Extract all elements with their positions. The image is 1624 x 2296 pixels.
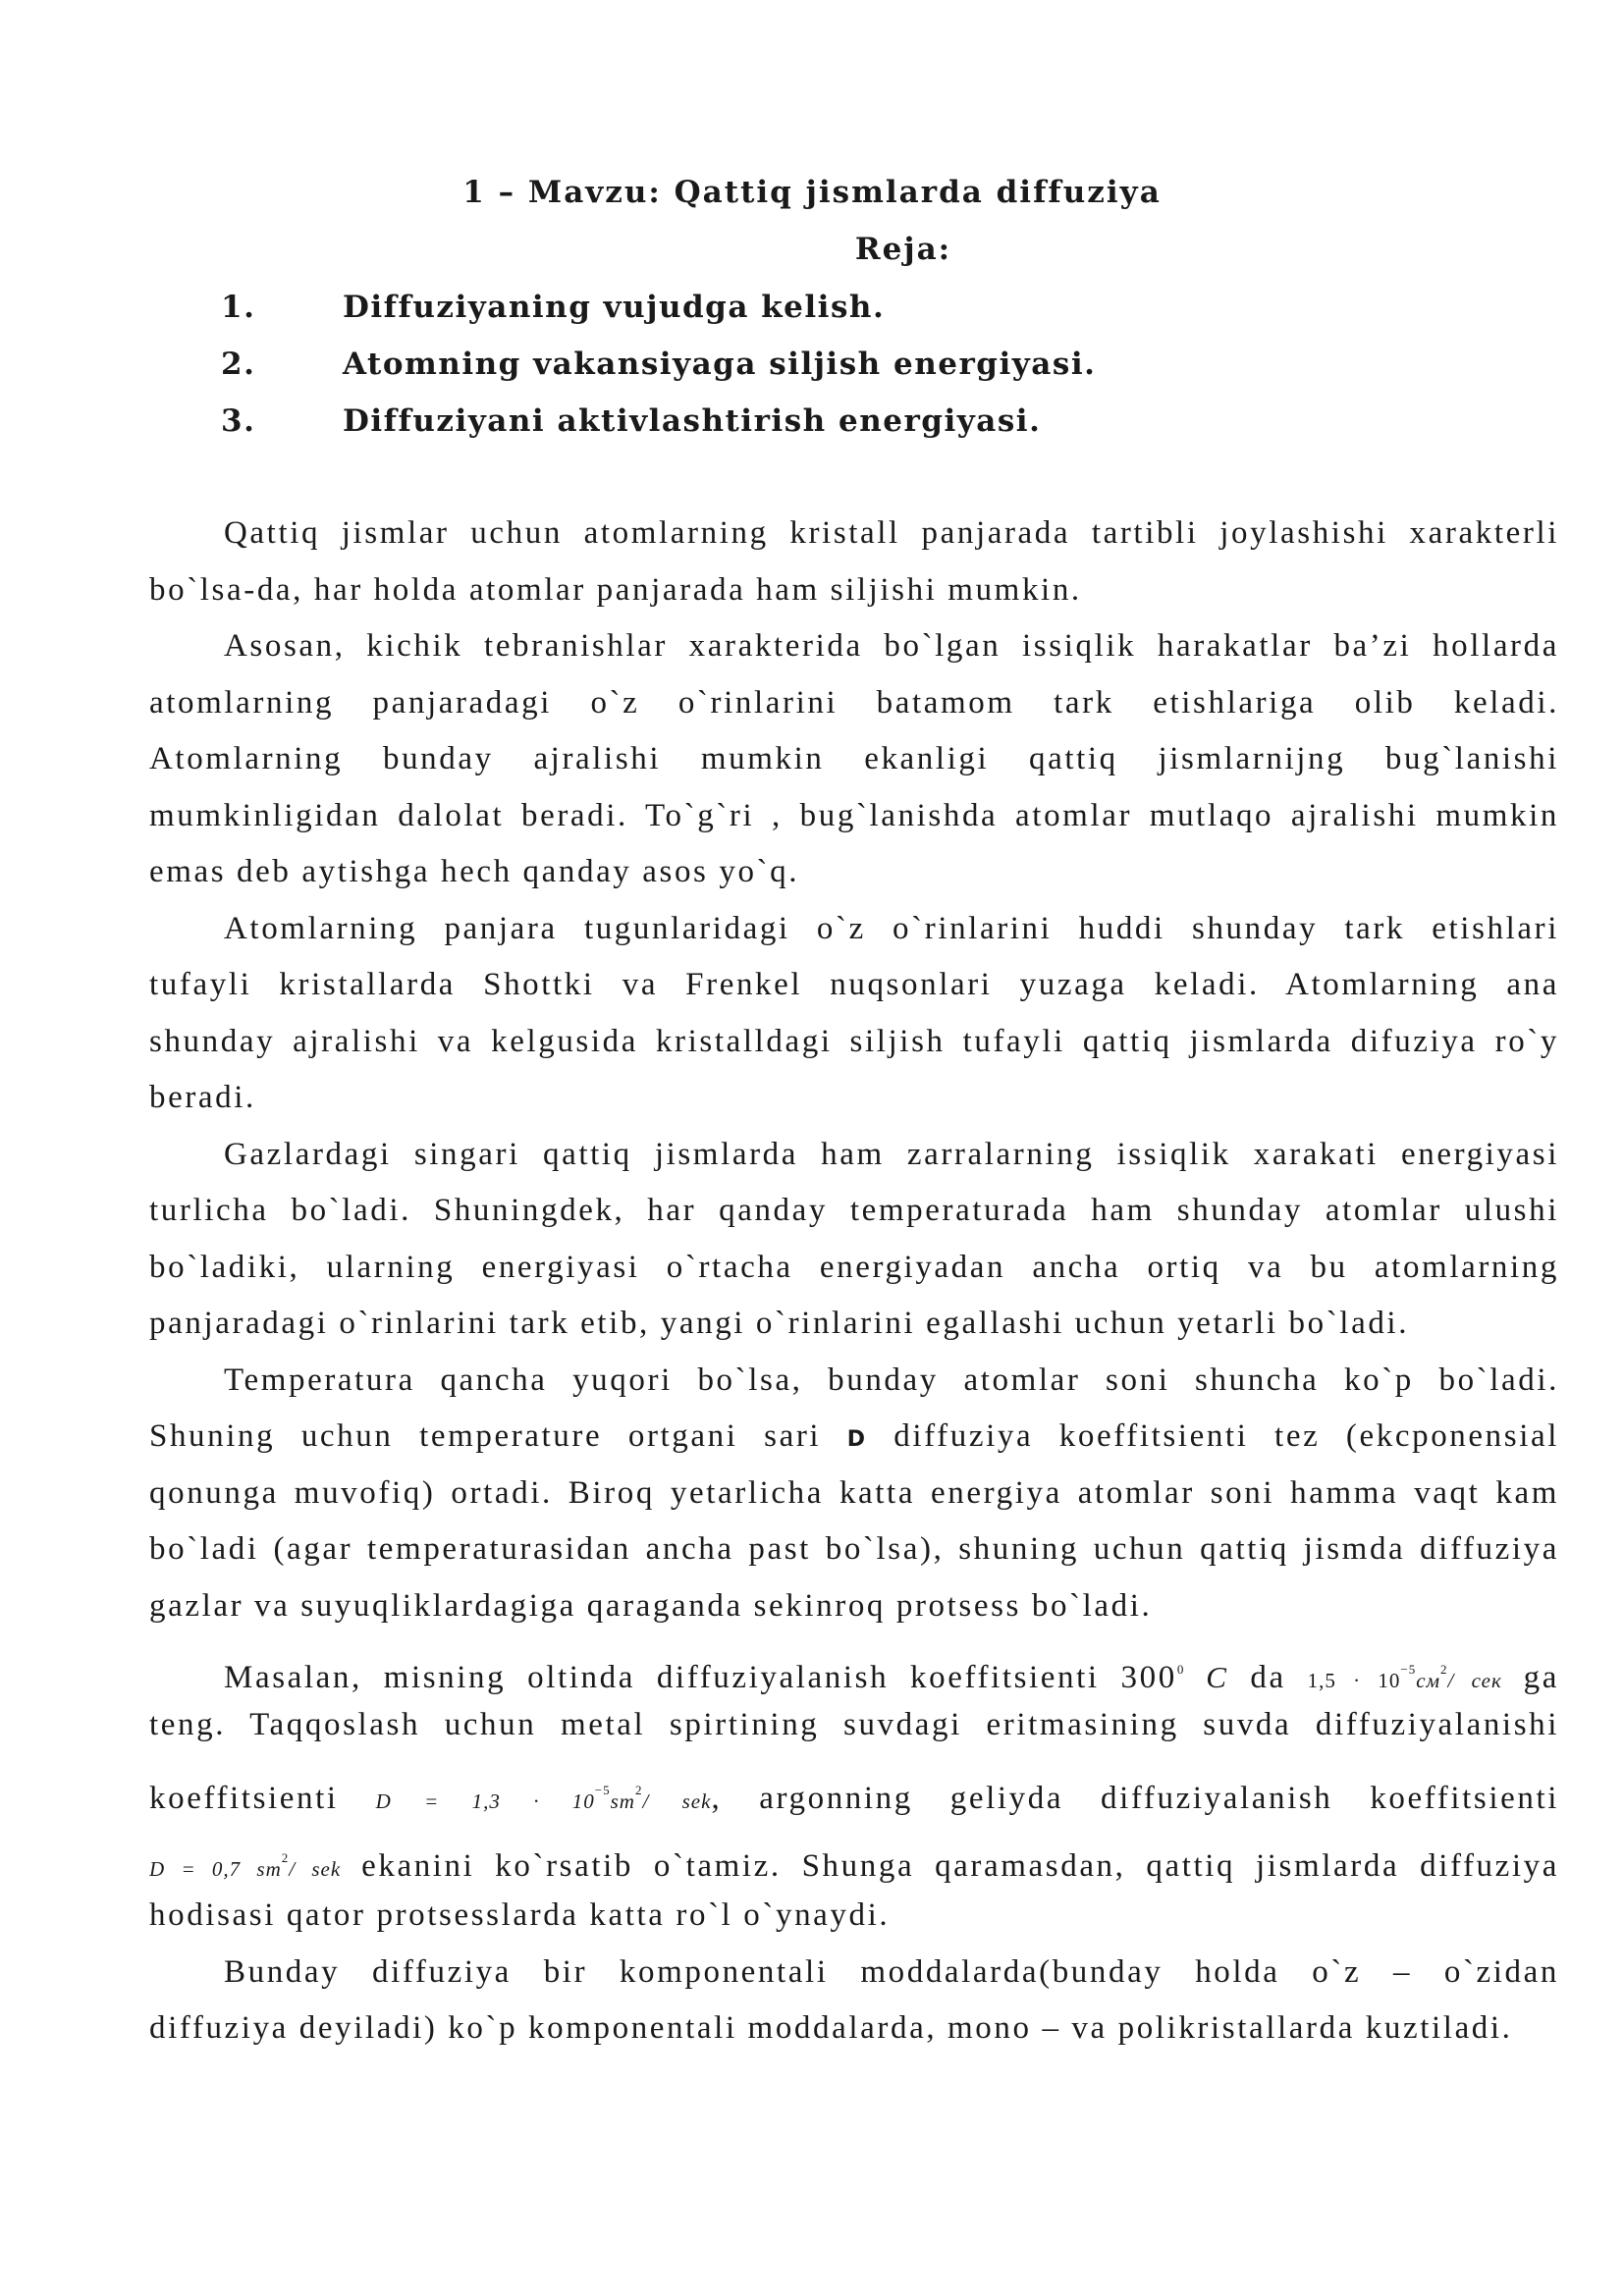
text-line: shunday ajralishi va kelgusida kristalldagi siljish tufayli qattiq jismlarda difuziya ro`y <box>149 1023 1559 1059</box>
text-line: Temperatura qancha yuqori bo`lsa, bunday atomlar soni shuncha ko`p bo`ladi. <box>224 1362 1559 1398</box>
text-line: diffuziya deyiladi) ko`p komponentali moddalarda, mono – va polikristallarda kuztiladi. <box>149 2010 1513 2046</box>
text-line: Asosan, kichik tebranishlar xarakterida bo`lgan issiqlik harakatlar ba’zi hollarda <box>224 628 1559 664</box>
text-line: teng. Taqqoslash uchun metal spirtining suvdagi eritmasining suvda diffuziyalanishi <box>149 1707 1559 1742</box>
text-segment: diffuziya koeffitsienti tez (ekcponensial <box>893 1418 1559 1454</box>
text-segment: Shuning uchun temperature ortgani sari <box>149 1418 822 1454</box>
formula-unit-exponent: 2 <box>634 1783 643 1797</box>
text-line: bo`ladiki, ularning energiyasi o`rtacha energiyadan ancha ortiq va bu atomlarning <box>149 1249 1559 1285</box>
formula-unit-exponent: 2 <box>1439 1662 1448 1677</box>
formula-exponent: −5 <box>594 1783 611 1797</box>
text-line-with-formula <box>149 1634 1559 1697</box>
text-line: Qattiq jismlar uchun atomlarning kristall panjarada tartibli joylashishi xarakterli <box>224 515 1559 551</box>
formula-exponent: −5 <box>1400 1662 1417 1677</box>
text-line: Atomlarning panjara tugunlaridagi o`z o`rinlarini huddi shunday tark etishlari <box>224 910 1559 946</box>
formula <box>149 1850 342 1881</box>
text-line: Atomlarning bunday ajralishi mumkin ekanligi qattiq jismlarnijng bug`lanishi <box>149 741 1559 776</box>
text-line: Gazlardagi singari qattiq jismlarda ham zarralarning issiqlik xarakati energiyasi <box>224 1136 1559 1172</box>
plan-item-text: Diffuziyaning vujudga kelish. <box>343 290 886 325</box>
text-line-with-formula <box>149 1823 1559 1888</box>
text-line: turlicha bo`ladi. Shuningdek, har qanday temperaturada ham shunday atomlar ulushi <box>149 1193 1559 1228</box>
text-line: tufayli kristallarda Shottki va Frenkel nuqsonlari yuzaga keladi. Atomlarning ana <box>149 967 1559 1002</box>
degree-superscript: 0 <box>1176 1662 1185 1677</box>
plan-item <box>221 403 1041 439</box>
formula-value: D = 0,7 sm <box>149 1857 282 1881</box>
plan-item-number: 2. <box>221 347 256 382</box>
formula-unit-exponent: 2 <box>281 1850 290 1865</box>
formula-unit: sm <box>610 1789 635 1813</box>
text-segment: , <box>711 1781 723 1816</box>
text-segment: koeffitsienti <box>149 1781 339 1816</box>
celsius-symbol: C <box>1206 1660 1229 1694</box>
text-segment: ga <box>1523 1660 1559 1695</box>
formula-unit-tail: / sek <box>642 1789 712 1813</box>
plan-item <box>221 347 1096 382</box>
text-line: beradi. <box>149 1080 256 1115</box>
text-line-with-symbol <box>149 1409 1559 1466</box>
text-line-with-formula <box>149 1758 1559 1823</box>
plan-item-text: Diffuziyani aktivlashtirish energiyasi. <box>343 403 1042 439</box>
plan-item-number: 1. <box>221 290 256 325</box>
plan-heading: Reja: <box>854 232 952 267</box>
formula-unit-tail: / sek <box>289 1857 342 1881</box>
text-line: hodisasi qator protsesslarda katta ro`l o`ynaydi. <box>149 1897 891 1933</box>
text-line: emas deb aytishga hech qanday asos yo`q. <box>149 854 800 889</box>
text-line: panjaradagi o`rinlarini tark etib, yangi o`rinlarini egallashi uchun yetarli bo`ladi. <box>149 1306 1410 1341</box>
formula-value: D = 1,3 · 10 <box>375 1789 595 1813</box>
text-segment: da <box>1250 1660 1286 1695</box>
text-line: mumkinligidan dalolat beradi. To`g`ri , bug`lanishda atomlar mutlaqo ajralishi mumkin <box>149 797 1559 833</box>
diffusion-symbol: D <box>846 1427 868 1452</box>
formula-unit: см <box>1416 1669 1440 1692</box>
text-line: atomlarning panjaradagi o`z o`rinlarini batamom tark etishlariga olib keladi. <box>149 684 1559 721</box>
page-title: 1 – Mavzu: Qattiq jismlarda diffuziya <box>462 175 1162 210</box>
text-line: bo`lsa-da, har holda atomlar panjarada ham siljishi mumkin. <box>149 571 1082 608</box>
text-line: qonunga muvofiq) ortadi. Biroq yetarlicha katta energiya atomlar soni hamma vaqt kam <box>149 1474 1559 1511</box>
formula <box>1307 1662 1502 1692</box>
document-body <box>149 506 1559 2057</box>
formula-value: 1,5 · 10 <box>1307 1669 1401 1692</box>
text-segment: Masalan, misning oltinda diffuziyalanish koeffitsienti 300 <box>224 1660 1177 1695</box>
plan-item <box>221 290 885 325</box>
text-segment: ekanini ko`rsatib o`tamiz. Shunga qaramasdan, qattiq jismlarda diffuziya <box>361 1848 1559 1884</box>
formula <box>375 1783 712 1813</box>
text-line: Bunday diffuziya bir komponentali moddalarda(bunday holda o`z – o`zidan <box>224 1953 1559 1990</box>
plan-item-text: Atomning vakansiyaga siljish energiyasi. <box>343 347 1097 382</box>
text-line: bo`ladi (agar temperaturasidan ancha past bo`lsa), shuning uchun qattiq jismda diffuziya <box>149 1531 1559 1567</box>
text-segment: argonning geliyda diffuziyalanish koeffitsienti <box>759 1781 1559 1816</box>
formula-unit-tail: / сек <box>1447 1669 1502 1692</box>
text-line: gazlar va suyuqliklardagiga qaraganda sekinroq protsess bo`ladi. <box>149 1587 1153 1624</box>
plan-item-number: 3. <box>221 403 256 439</box>
